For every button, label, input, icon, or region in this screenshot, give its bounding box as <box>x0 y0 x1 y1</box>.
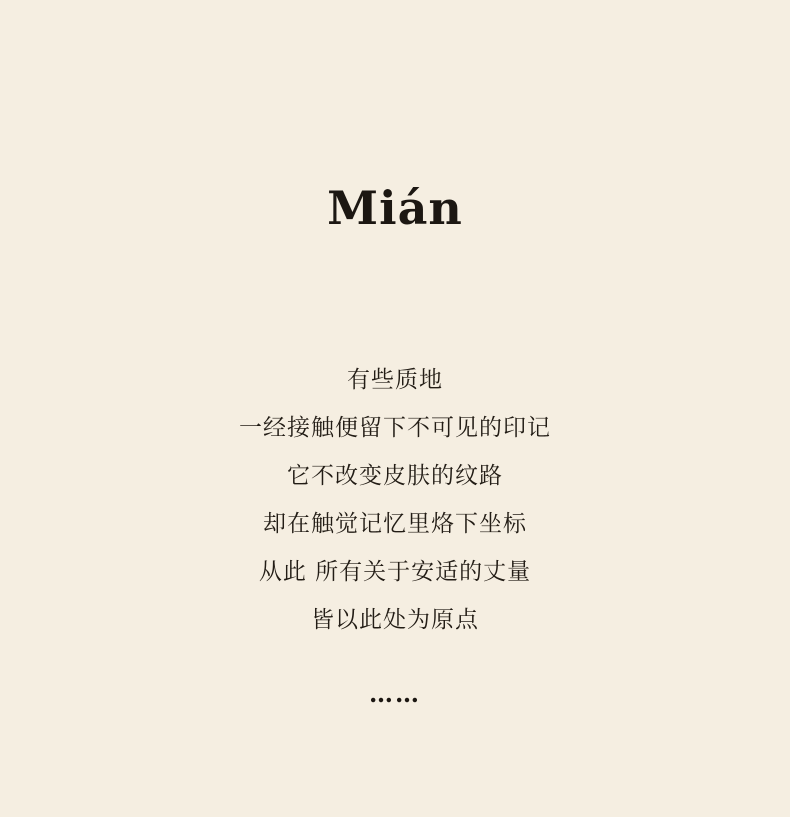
poem-line: 一经接触便留下不可见的印记 <box>239 415 551 441</box>
page-title: Mián <box>327 181 463 235</box>
poem-block <box>239 356 551 718</box>
poem-ellipsis: …… <box>369 679 421 708</box>
poem-line: 有些质地 <box>347 367 443 393</box>
poem-line: 皆以此处为原点 <box>311 607 479 633</box>
poem-line: 从此 所有关于安适的丈量 <box>258 559 532 585</box>
poem-line: 却在触觉记忆里烙下坐标 <box>263 511 527 537</box>
poem-line: 它不改变皮肤的纹路 <box>287 463 503 489</box>
